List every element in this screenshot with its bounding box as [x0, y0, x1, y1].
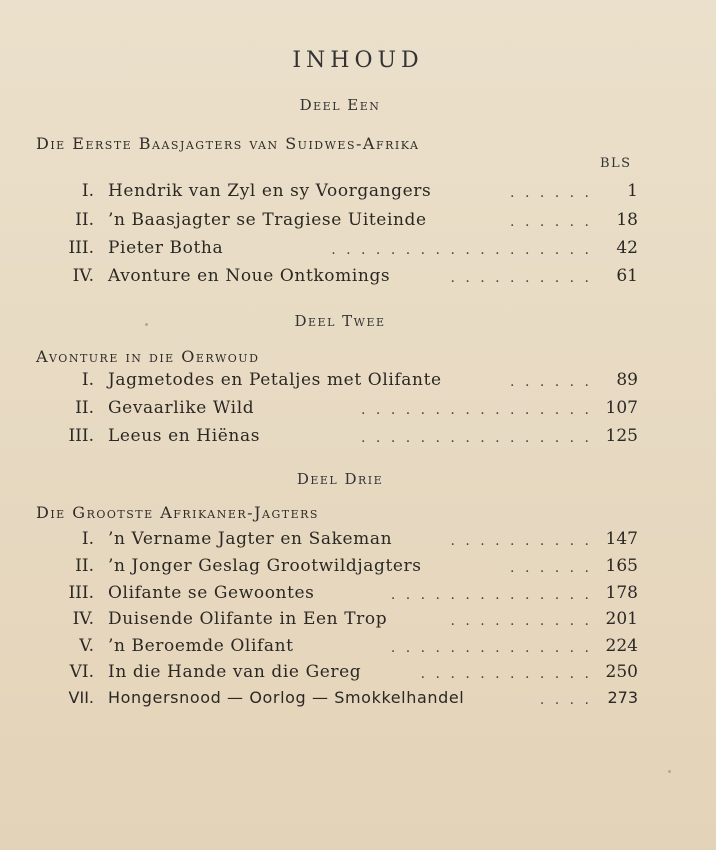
toc-entry[interactable]	[0, 583, 716, 609]
chapter-page: 250	[605, 662, 638, 682]
chapter-page: 1	[627, 181, 638, 201]
toc-entry[interactable]	[0, 636, 716, 662]
chapter-title: ’n Vername Jagter en Sakeman	[108, 529, 393, 549]
toc-entry[interactable]	[0, 181, 716, 207]
chapter-title: Pieter Botha	[108, 238, 224, 258]
toc-entry[interactable]	[0, 426, 716, 452]
chapter-number: IV.	[72, 609, 94, 629]
chapter-page: 147	[605, 529, 638, 549]
toc-entry[interactable]	[0, 688, 716, 714]
paper-speck	[145, 323, 148, 326]
chapter-title: Duisende Olifante in Een Trop	[108, 609, 388, 629]
page-title: INHOUD	[292, 48, 424, 73]
chapter-number: VII.	[68, 688, 94, 707]
chapter-page: 18	[616, 210, 638, 230]
chapter-number: III.	[68, 238, 94, 258]
leader-dots: . . . . . . . . . . . . . . . .	[361, 402, 592, 418]
chapter-number: II.	[75, 556, 94, 576]
leader-dots: . . . . . .	[510, 374, 592, 390]
part-3-label: Deel Drie	[296, 470, 384, 488]
section-2-title: Avonture in die Oerwoud	[36, 347, 260, 366]
section-1-title: Die Eerste Baasjagters van Suidwes-Afrika	[36, 134, 420, 153]
chapter-page: 42	[616, 238, 638, 258]
leader-dots: . . . . . . . . . .	[450, 613, 592, 629]
chapter-number: II.	[75, 210, 94, 230]
part-2-label: Deel Twee	[294, 312, 386, 330]
chapter-page: 107	[605, 398, 638, 418]
chapter-number: I.	[81, 181, 94, 201]
toc-entry[interactable]	[0, 609, 716, 635]
leader-dots: . . . . . . . . . . . .	[420, 666, 592, 682]
chapter-title: Hongersnood — Oorlog — Smokkelhandel	[108, 688, 465, 707]
chapter-page: 125	[605, 426, 638, 446]
toc-entry[interactable]	[0, 398, 716, 424]
chapter-page: 273	[607, 688, 638, 707]
section-3-title: Die Grootste Afrikaner-Jagters	[36, 503, 319, 522]
leader-dots: . . . . . .	[510, 214, 592, 230]
chapter-number: I.	[81, 529, 94, 549]
chapter-number: III.	[68, 426, 94, 446]
chapter-title: ’n Jonger Geslag Grootwildjagters	[108, 556, 422, 576]
chapter-number: I.	[81, 370, 94, 390]
part-1-label: Deel Een	[299, 96, 381, 114]
chapter-title: ’n Baasjagter se Tragiese Uiteinde	[108, 210, 427, 230]
chapter-number: III.	[68, 583, 94, 603]
toc-entry[interactable]	[0, 662, 716, 688]
chapter-title: Leeus en Hiënas	[108, 426, 261, 446]
leader-dots: . . . . . . . . . .	[450, 270, 592, 286]
leader-dots: . . . . . . . . . . . . . . . .	[361, 430, 592, 446]
chapter-page: 165	[605, 556, 638, 576]
chapter-title: Gevaarlike Wild	[108, 398, 255, 418]
toc-entry[interactable]	[0, 556, 716, 582]
leader-dots: . . . . . .	[510, 185, 592, 201]
toc-entry[interactable]	[0, 266, 716, 292]
leader-dots: . . . . . . . . . . . . . .	[390, 640, 592, 656]
chapter-title: Jagmetodes en Petaljes met Olifante	[108, 370, 442, 390]
toc-entry[interactable]	[0, 238, 716, 264]
leader-dots: . . . . . .	[510, 560, 592, 576]
chapter-number: V.	[79, 636, 94, 656]
chapter-title: Avonture en Noue Ontkomings	[108, 266, 391, 286]
chapter-page: 89	[616, 370, 638, 390]
toc-entry[interactable]	[0, 529, 716, 555]
chapter-title: Olifante se Gewoontes	[108, 583, 315, 603]
chapter-title: ’n Beroemde Olifant	[108, 636, 294, 656]
chapter-page: 178	[605, 583, 638, 603]
chapter-number: II.	[75, 398, 94, 418]
leader-dots: . . . . . . . . . . . . . .	[390, 587, 592, 603]
toc-entry[interactable]	[0, 370, 716, 396]
chapter-number: IV.	[72, 266, 94, 286]
leader-dots: . . . . . . . . . .	[450, 533, 592, 549]
chapter-number: VI.	[69, 662, 94, 682]
toc-entry[interactable]	[0, 210, 716, 236]
chapter-page: 201	[605, 609, 638, 629]
page-column-label: BLS	[600, 156, 632, 171]
chapter-title: In die Hande van die Gereg	[108, 662, 362, 682]
paper-speck	[668, 770, 671, 773]
leader-dots: . . . .	[539, 692, 592, 708]
leader-dots: . . . . . . . . . . . . . . . . . .	[331, 242, 592, 258]
chapter-page: 61	[616, 266, 638, 286]
chapter-page: 224	[605, 636, 638, 656]
chapter-title: Hendrik van Zyl en sy Voorgangers	[108, 181, 432, 201]
